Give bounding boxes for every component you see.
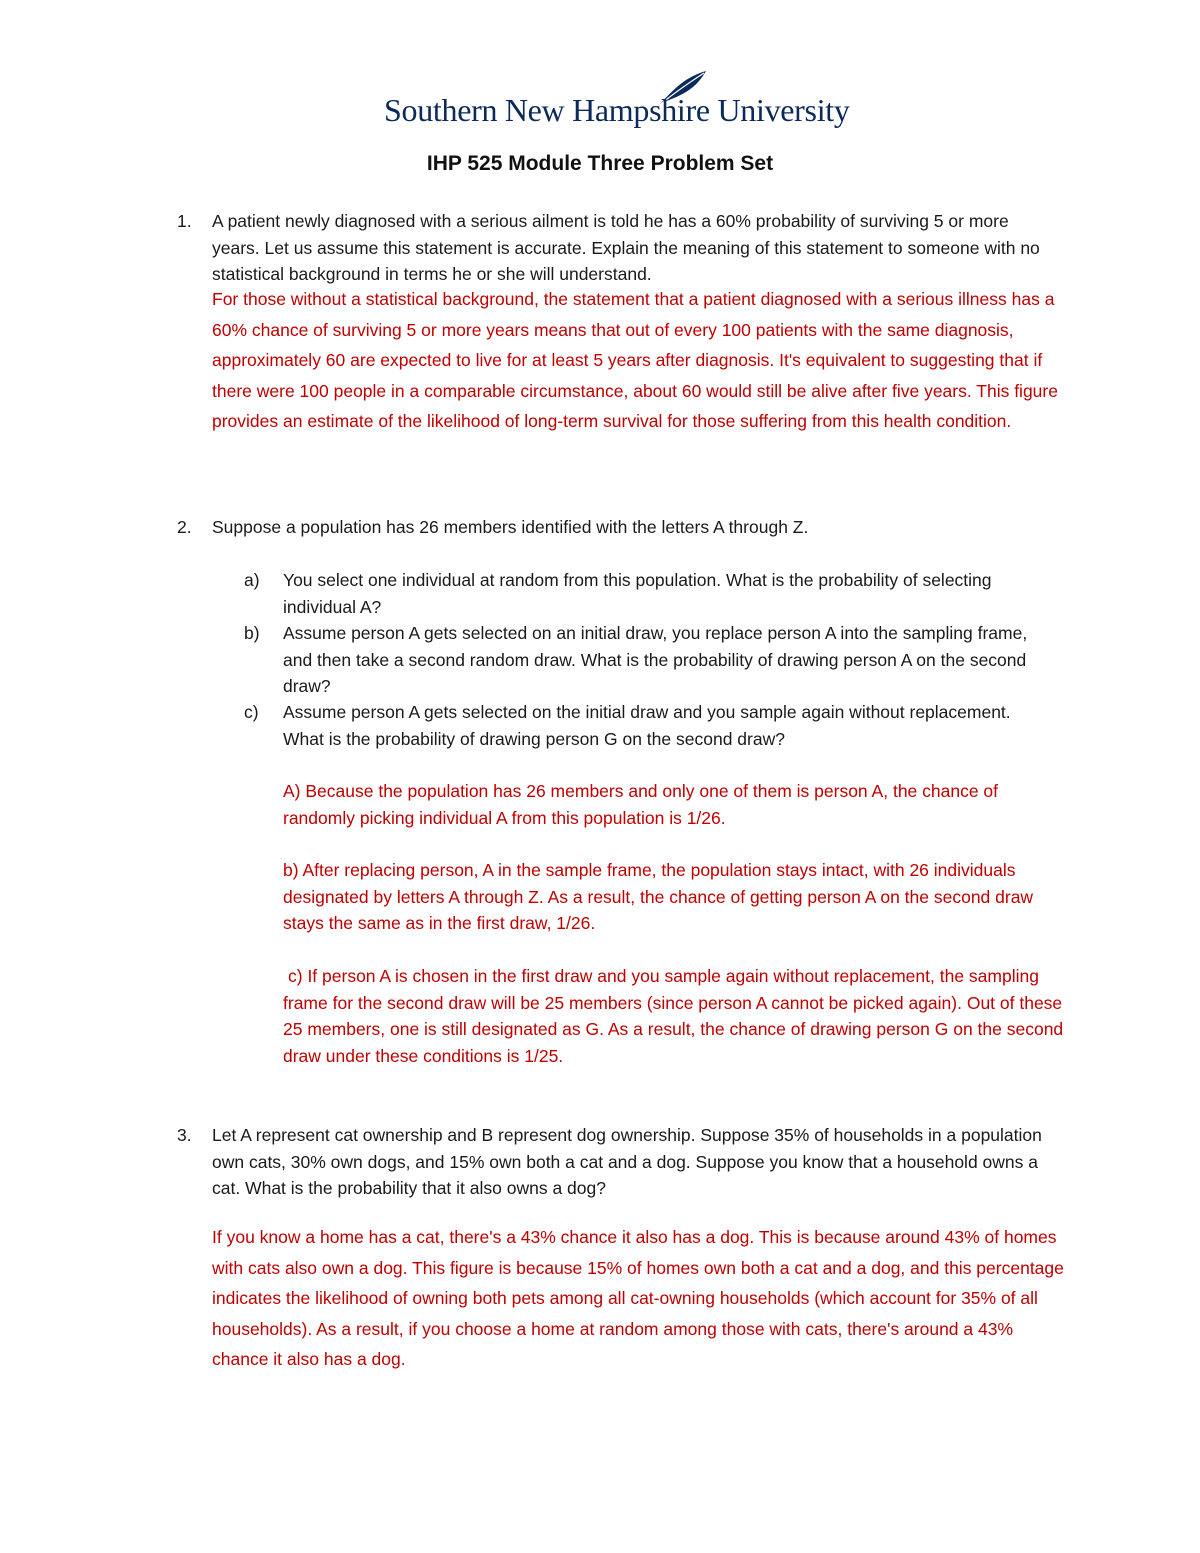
page-title: IHP 525 Module Three Problem Set — [426, 152, 774, 175]
university-name: Southern New Hampshire University — [384, 92, 850, 128]
question-1-text: A patient newly diagnosed with a serious ailment is told he has a 60% probability of surviving 5 or more years. Let us assume this statement is accurate. Explain the meaning of this statement to someone with no statistical background in terms he or she will understand. — [212, 211, 1040, 284]
question-3-text: Let A represent cat ownership and B represent dog ownership. Suppose 35% of households in a population own cats, 30% own dogs, and 15% own both a cat and a dog. Suppose you know that a household owns a cat. What is the probability that it also owns a dog? — [212, 1125, 1042, 1198]
question-2-text: Suppose a population has 26 members identified with the letters A through Z. — [212, 517, 809, 537]
question-1-number: 1. — [177, 211, 192, 231]
question-2-subpart-a-label: a) — [244, 570, 260, 590]
question-2-subpart-c-label: c) — [244, 702, 259, 722]
university-logo — [384, 70, 850, 142]
question-1-answer: For those without a statistical background, the statement that a patient diagnosed with a serious illness has a 60% chance of surviving 5 or more years means that out of every 100 patients with the same diagnosis, approximately 60 are expected to live for at least 5 years after diagnosis. It's equivalent to suggesting that if there were 100 people in a comparable circumstance, about 60 would still be alive after five years. This figure provides an estimate of the likelihood of long-term survival for those suffering from this health condition. — [212, 289, 1058, 431]
question-2-subpart-b-label: b) — [244, 623, 260, 643]
question-3-number: 3. — [177, 1125, 192, 1145]
question-2-subpart-c-text: Assume person A gets selected on the initial draw and you sample again without replacement. What is the probability of drawing person G on the second draw? — [283, 702, 1011, 749]
question-3-answer: If you know a home has a cat, there's a 43% chance it also has a dog. This is because around 43% of homes with cats also own a dog. This figure is because 15% of homes own both a cat and a dog, and this percentage indicates the likelihood of owning both pets among all cat-owning households (which account for 35% of all households). As a result, if you choose a home at random among those with cats, there's around a 43% chance it also has a dog. — [212, 1227, 1064, 1369]
question-2-answer-b: b) After replacing person, A in the sample frame, the population stays intact, with 26 individuals designated by letters A through Z. As a result, the chance of getting person A on the second draw stays the same as in the first draw, 1/26. — [283, 860, 1034, 933]
question-2-subpart-a-text: You select one individual at random from this population. What is the probability of selecting individual A? — [283, 570, 992, 617]
question-2-subpart-b-text: Assume person A gets selected on an initial draw, you replace person A into the sampling frame, and then take a second random draw. What is the probability of drawing person A on the second draw? — [283, 623, 1028, 696]
question-2-answer-a: A) Because the population has 26 members and only one of them is person A, the chance of randomly picking individual A from this population is 1/26. — [283, 781, 999, 828]
question-2-number: 2. — [177, 517, 192, 537]
question-2-answer-c: c) If person A is chosen in the first draw and you sample again without replacement, the sampling frame for the second draw will be 25 members (since person A cannot be picked again). Out of these 25 members, one is still designated as G. As a result, the chance of drawing person G on the second draw under these conditions is 1/25. — [283, 966, 1064, 1066]
